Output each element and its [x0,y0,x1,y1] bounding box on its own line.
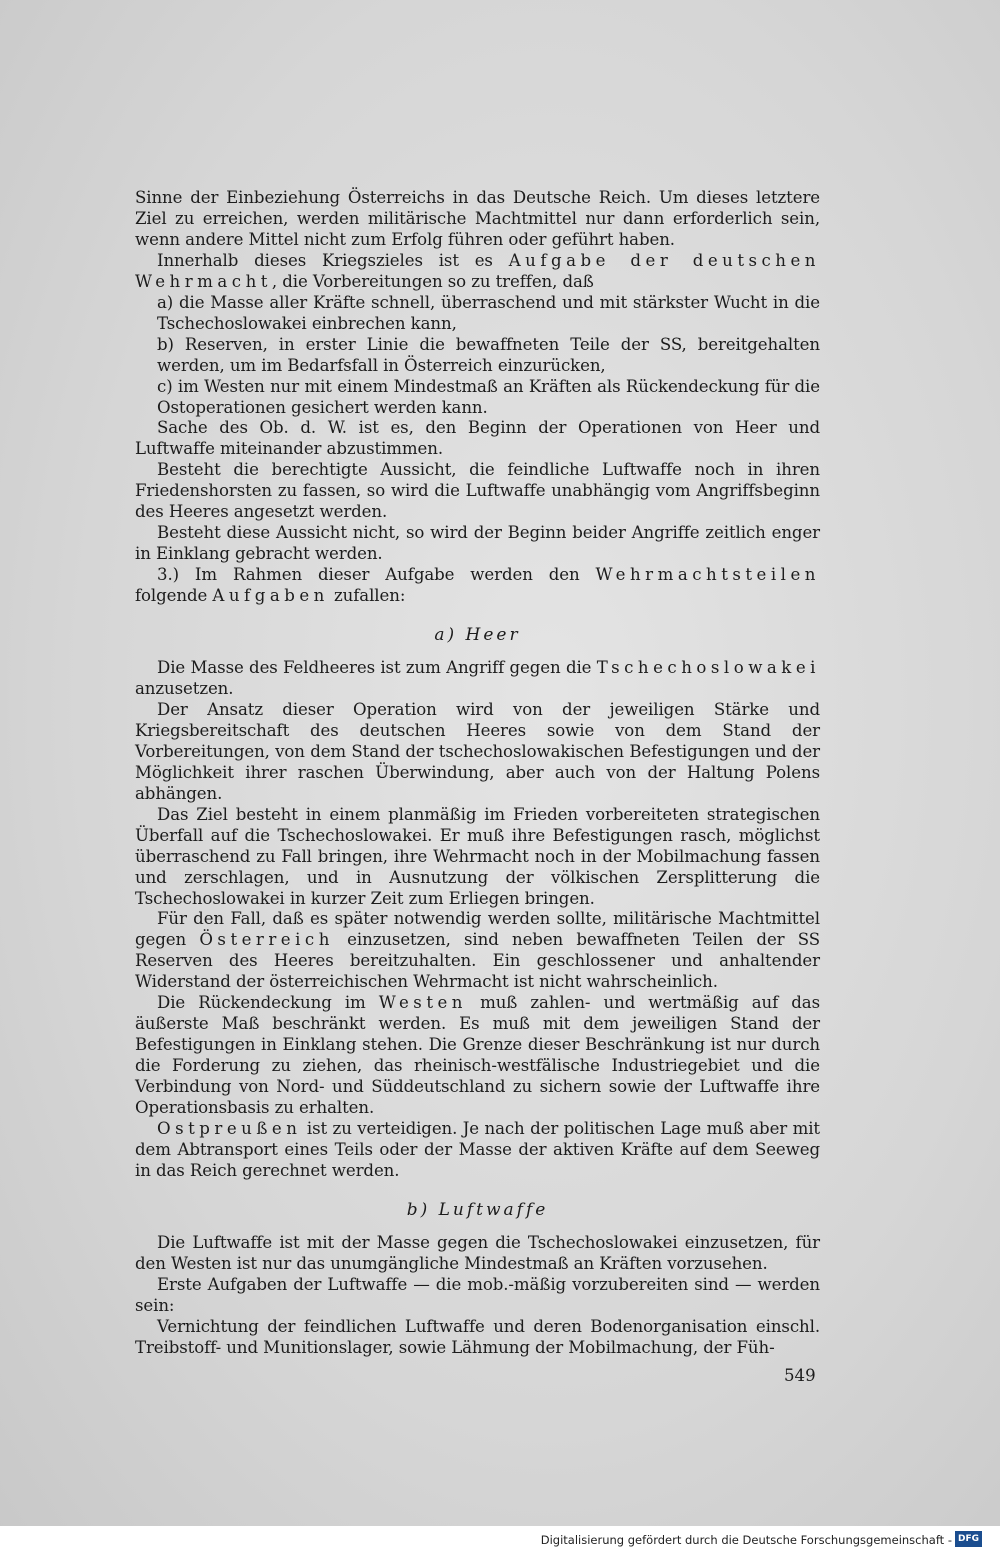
paragraph: Erste Aufgaben der Luftwaffe — die mob.-mäßig vorzubereiten sind — werden sein: [135,1274,820,1315]
paragraph: b) Reserven, in erster Linie die bewaffneten Teile der SS, bereitgehalten werden, um im Bedarfsfall in Österreich einzurücken, [157,334,820,375]
paragraph: Die Masse des Feldheeres ist zum Angriff gegen die Tschechoslowakei anzusetzen. [135,658,820,698]
paragraph: Die Rückendeckung im Westen muß zahlen- und wertmäßig auf das äußerste Maß beschränkt werden. Es muß mit dem jeweiligen Stand der Befestigungen in Einklang stehen. Die Grenze dieser Beschränkung ist nur durch die Forderung zu ziehen, das rheinisch-westfälische Industriegebiet und die Verbindung von Nord- und Süddeutschland zu sichern sowie der Luftwaffe ihre Operationsbasis zu erhalten. [135,993,821,1118]
paragraph: Besteht die berechtigte Aussicht, die feindliche Luftwaffe noch in ihren Friedenshorsten zu fassen, so wird die Luftwaffe unabhängig vom Angriffsbeginn des Heeres angesetzt werden. [135,460,820,522]
section-heading: a) Heer [434,625,521,646]
paragraph: c) im Westen nur mit einem Mindestmaß an Kräften als Rückendeckung für die Ostoperationen gesichert werden kann. [157,376,820,417]
paragraph: Innerhalb dieses Kriegszieles ist es Aufgabe der deutschen Wehrmacht, die Vorbereitungen so zu treffen, daß [135,250,820,291]
paragraph: Das Ziel besteht in einem planmäßig im Frieden vorbereiteten strategischen Überfall auf die Tschechoslowakei. Er muß ihre Befestigungen rasch, möglichst überraschend zu Fall bringen, ihre Wehrmacht noch in der Mobilmachung fassen und zerschlagen, und in Ausnutzung der völkischen Zersplitterung die Tschechoslowakei in kurzer Zeit zum Erliegen bringen. [135,804,820,908]
digitization-footer [0,1526,1000,1554]
section-heading: b) Luftwaffe [406,1199,549,1220]
paragraph: Für den Fall, daß es später notwendig werden sollte, militärische Machtmittel gegen Österreich einzusetzen, sind neben bewaffneten Teilen der SS Reserven des Heeres bereitzuhalten. Ein geschlossener und anhaltender Widerstand der österreichischen Wehrmacht ist nicht wahrscheinlich. [135,909,820,992]
paragraph: Die Luftwaffe ist mit der Masse gegen die Tschechoslowakei einzusetzen, für den Westen ist nur das unumgängliche Mindestmaß an Kräften vorzusehen. [135,1232,820,1273]
paragraph: Der Ansatz dieser Operation wird von der jeweiligen Stärke und Kriegsbereitschaft des deutschen Heeres sowie von dem Stand der Vorbereitungen, von dem Stand der tschechoslowakischen Befestigungen und der Möglichkeit ihrer raschen Überwindung, aber auch von der Haltung Polens abhängen. [135,699,820,803]
paragraph: Sinne der Einbeziehung Österreichs in das Deutsche Reich. Um dieses letztere Ziel zu erreichen, werden militärische Machtmittel nur dann erforderlich sein, wenn andere Mittel nicht zum Erfolg führen oder geführt haben. [135,188,820,249]
paragraph: Sache des Ob. d. W. ist es, den Beginn der Operationen von Heer und Luftwaffe miteinander abzustimmen. [135,418,820,459]
paragraph: Besteht diese Aussicht nicht, so wird der Beginn beider Angriffe zeitlich enger in Einklang gebracht werden. [135,523,820,564]
paragraph: Ostpreußen ist zu verteidigen. Je nach der politischen Lage muß aber mit dem Abtransport eines Teils oder der Masse der aktiven Kräfte auf dem Seeweg in das Reich gerechnet werden. [135,1118,820,1180]
paragraph: Vernichtung der feindlichen Luftwaffe und deren Bodenorganisation einschl. Treibstoff- und Munitionslager, sowie Lähmung der Mobilmachung, der Füh- [135,1316,820,1357]
body-text [135,188,820,1359]
paragraph: a) die Masse aller Kräfte schnell, überraschend und mit stärkster Wucht in die Tschechoslowakei einbrechen kann, [157,292,820,333]
dfg-logo: DFG [955,1531,982,1547]
paragraph: 3.) Im Rahmen dieser Aufgabe werden den Wehrmachtsteilen folgende Aufgaben zufallen: [135,565,820,606]
footer-credit: Digitalisierung gefördert durch die Deutsche Forschungsgemeinschaft - [540,1533,952,1547]
page-number: 549 [784,1366,816,1385]
